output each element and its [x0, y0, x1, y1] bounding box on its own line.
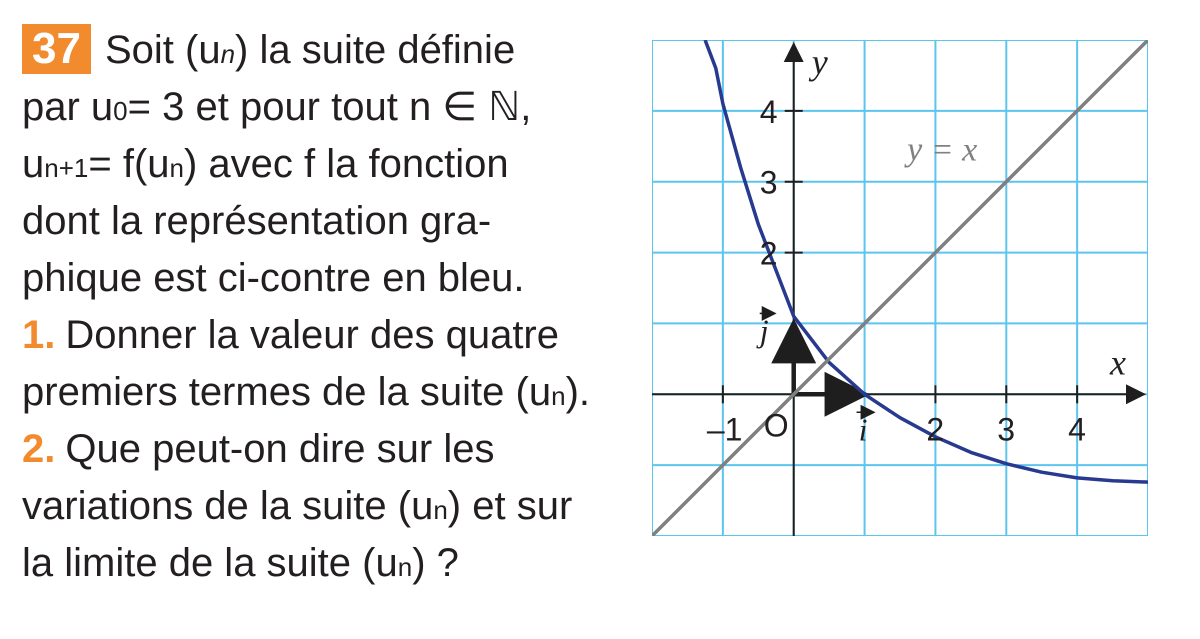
question-text: ). [565, 370, 590, 414]
x-tick-label: 4 [1068, 411, 1086, 448]
intro-line-3: u n+1 = f(u n ) avec f la fonction [22, 136, 622, 193]
function-graph [652, 40, 1148, 536]
question-2-line-3: la limite de la suite (u n ) ? [22, 535, 622, 592]
exercise-text [22, 22, 622, 592]
intro-text: u [22, 142, 45, 186]
intro-text: ) avec f la fonction [183, 142, 509, 186]
question-2-number: 2. [22, 427, 56, 471]
unit-vector-j-label: j [759, 312, 769, 349]
x-tick-label: 2 [926, 411, 945, 448]
question-text: la limite de la suite (u [22, 541, 398, 585]
y-axis-label: y [811, 42, 828, 82]
exercise-number-badge: 37 [22, 24, 91, 74]
intro-text: phique est ci-contre en bleu. [22, 256, 525, 300]
question-1-line-2: premiers termes de la suite (u n ). [22, 364, 622, 421]
labels [707, 42, 1126, 447]
question-text: Donner la valeur des quatre [65, 313, 559, 357]
intro-text: ) la suite définie [235, 28, 516, 72]
question-text: premiers termes de la suite (u [22, 370, 552, 414]
origin-label: O [763, 407, 789, 444]
x-tick-label: –1 [706, 411, 743, 448]
intro-text: = f(u [88, 142, 170, 186]
subscript: n [220, 39, 236, 69]
question-text: Que peut-on dire sur les [65, 427, 495, 471]
intro-line-2: par u 0 = 3 et pour tout n ∈ ℕ, [22, 79, 622, 136]
line-label: y = x [907, 131, 978, 169]
series [652, 40, 1148, 536]
question-2-line-1 [22, 421, 622, 478]
question-2-line-2: variations de la suite (u n ) et sur [22, 478, 622, 535]
question-1-number: 1. [22, 313, 56, 357]
intro-text: = 3 et pour tout n ∈ ℕ, [127, 85, 532, 129]
intro-line-1 [22, 22, 622, 79]
unit-vector-i-label: i [858, 411, 868, 448]
question-1-line-1 [22, 307, 622, 364]
intro-line-4 [22, 193, 622, 250]
question-text: ) et sur [447, 484, 573, 528]
y-tick-label: 3 [759, 164, 778, 201]
y-tick-label: 4 [759, 93, 778, 130]
intro-text: par u [22, 85, 114, 129]
x-tick-label: 3 [997, 411, 1016, 448]
intro-text: Soit (u [104, 28, 221, 72]
y-tick-label: 2 [759, 235, 778, 272]
question-text: ) ? [412, 541, 459, 585]
question-text: variations de la suite (u [22, 484, 434, 528]
intro-text: dont la représentation gra- [22, 199, 492, 243]
intro-line-5 [22, 250, 622, 307]
x-axis-label: x [1110, 342, 1126, 383]
